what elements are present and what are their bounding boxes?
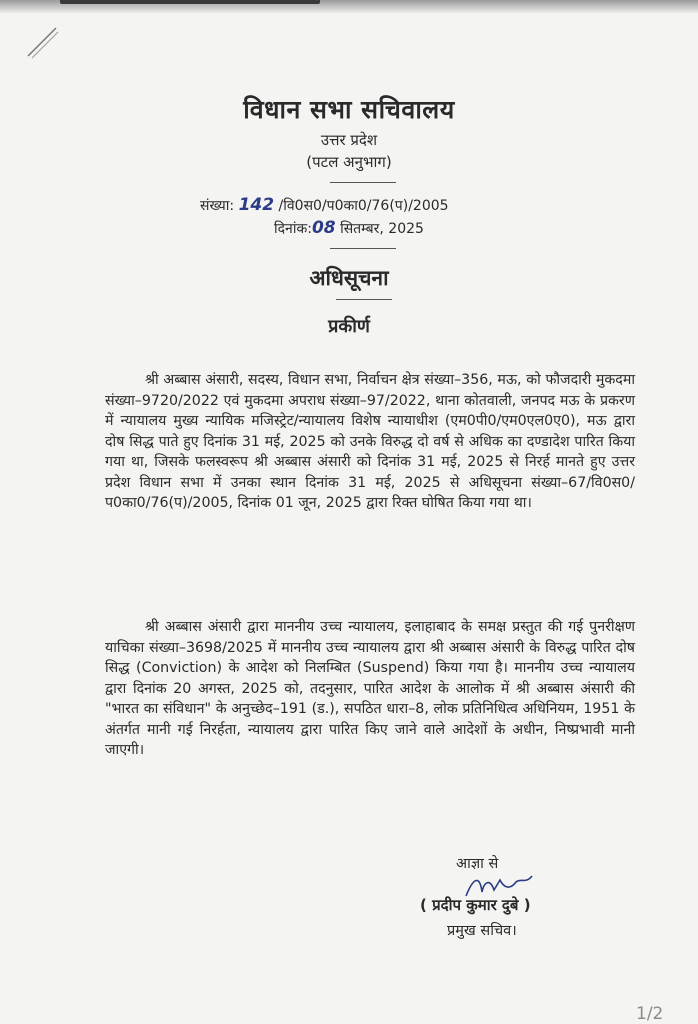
notification-heading: अधिसूचना xyxy=(309,266,389,290)
section-name: (पटल अनुभाग) xyxy=(306,153,392,171)
number-label: संख्या: xyxy=(200,198,235,214)
page-number: 1/2 xyxy=(636,1004,664,1024)
organization-title: विधान सभा सचिवालय xyxy=(243,95,455,124)
body-paragraph-2: श्री अब्बास अंसारी द्वारा माननीय उच्च न्यायालय, इलाहाबाद के समक्ष प्रस्तुत की गई पुनरीक्षण याचिका संख्या–3698/2025 में माननीय उच्च न्यायालय द्वारा श्री अब्बास अंसारी के विरुद्ध पारित दोष सिद्ध (Conviction) के आदेश को निलम्बित (Suspend) किया गया है। माननीय उच्च न्यायालय द्वारा दिनांक 20 अगस्त, 2025 को, तदनुसार, पारित आदेश के आलोक में श्री अब्बास अंसारी की "भारत का संविधान" के अनुच्छेद–191 (ड.), सपठित धारा–8, लोक प्रतिनिधित्व अधिनियम, 1951 के अंतर्गत मानी गई निरर्हता, न्यायालय द्वारा पारित किए जाने वाले आदेशों के अधीन, निष्प्रभावी मानी जाएगी। xyxy=(105,619,635,758)
date-rest: सितम्बर, 2025 xyxy=(340,221,424,237)
date-label: दिनांक: xyxy=(274,221,312,237)
by-order: आज्ञा से xyxy=(456,856,499,872)
divider xyxy=(336,299,392,300)
reference-date xyxy=(274,218,424,238)
divider xyxy=(330,248,396,249)
scan-edge xyxy=(60,0,320,4)
date-day: 08 xyxy=(311,218,336,238)
signatory-name: ( प्रदीप कुमार दुबे ) xyxy=(420,896,531,914)
signatory-designation: प्रमुख सचिव। xyxy=(447,923,517,939)
divider xyxy=(330,182,396,183)
body-paragraph-1: श्री अब्बास अंसारी, सदस्य, विधान सभा, निर्वाचन क्षेत्र संख्या–356, मऊ, को फौजदारी मुकदमा संख्या–9720/2022 एवं मुकदमा अपराध संख्या–97/2022, थाना कोतवाली, जनपद मऊ के प्रकरण में न्यायालय मुख्य न्यायिक मजिस्ट्रेट/न्यायालय विशेष न्यायाधीश (एम0पी0/एम0एल0ए0), मऊ द्वारा दोष सिद्ध पाते हुए दिनांक 31 मई, 2025 को उनके विरुद्ध दो वर्ष से अधिक का दण्डादेश पारित किया गया था, जिसके फलस्वरूप श्री अब्बास अंसारी को दिनांक 31 मई, 2025 से निरर्ह मानते हुए उत्तर प्रदेश विधान सभा में उनका स्थान दिनांक 31 मई, 2025 से अधिसूचना संख्या–67/वि0स0/प0का0/76(प)/2005, दिनांक 01 जून, 2025 द्वारा रिक्त घोषित किया गया था। xyxy=(105,372,635,511)
reference-number xyxy=(200,195,449,215)
number-suffix: /वि0स0/प0का0/76(प)/2005 xyxy=(278,198,449,214)
pencil-mark xyxy=(24,22,64,62)
number-value: 142 xyxy=(238,195,275,215)
miscellaneous-heading: प्रकीर्ण xyxy=(328,316,370,337)
state-name: उत्तर प्रदेश xyxy=(320,131,378,149)
